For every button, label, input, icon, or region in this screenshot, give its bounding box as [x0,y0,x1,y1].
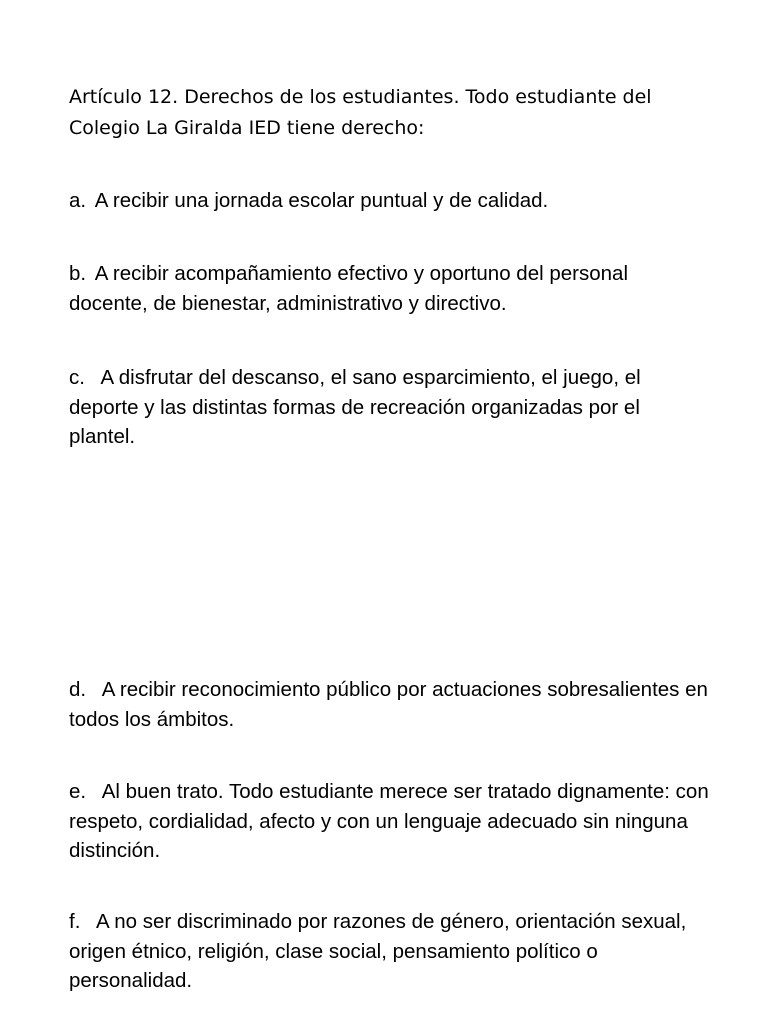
right-item-f [69,907,709,996]
right-item-e [69,777,709,866]
item-text: Al buen trato. Todo estudiante merece ser tratado dignamente: con respeto, cordialidad, afecto y con un lenguaje adecuado sin ninguna distinción. [69,780,709,862]
item-marker: f. [69,910,81,933]
item-marker: c. [69,366,85,389]
item-text: A recibir una jornada escolar puntual y de calidad. [94,189,549,212]
item-text: A recibir acompañamiento efectivo y oportuno del personal docente, de bienestar, administrativo y directivo. [69,262,628,315]
item-marker: e. [69,780,87,803]
item-text: A no ser discriminado por razones de género, orientación sexual, origen étnico, religión, clase social, pensamiento político o personalidad. [69,910,687,992]
right-item-c [69,363,709,452]
right-item-d [69,675,709,734]
item-marker: a. [69,189,87,212]
right-item-b [69,259,709,318]
article-heading-line-1: Artículo 12. Derechos de los estudiantes. Todo estudiante del [69,86,652,108]
article-heading [69,82,709,144]
article-heading-line-2: Colegio La Giralda IED tiene derecho: [69,117,425,139]
right-item-a [69,186,709,216]
item-marker: d. [69,678,87,701]
item-text: A disfrutar del descanso, el sano esparcimiento, el juego, el deporte y las distintas formas de recreación organizadas por el plantel. [69,366,641,448]
item-marker: b. [69,262,87,285]
item-text: A recibir reconocimiento público por actuaciones sobresalientes en todos los ámbitos. [69,678,708,731]
